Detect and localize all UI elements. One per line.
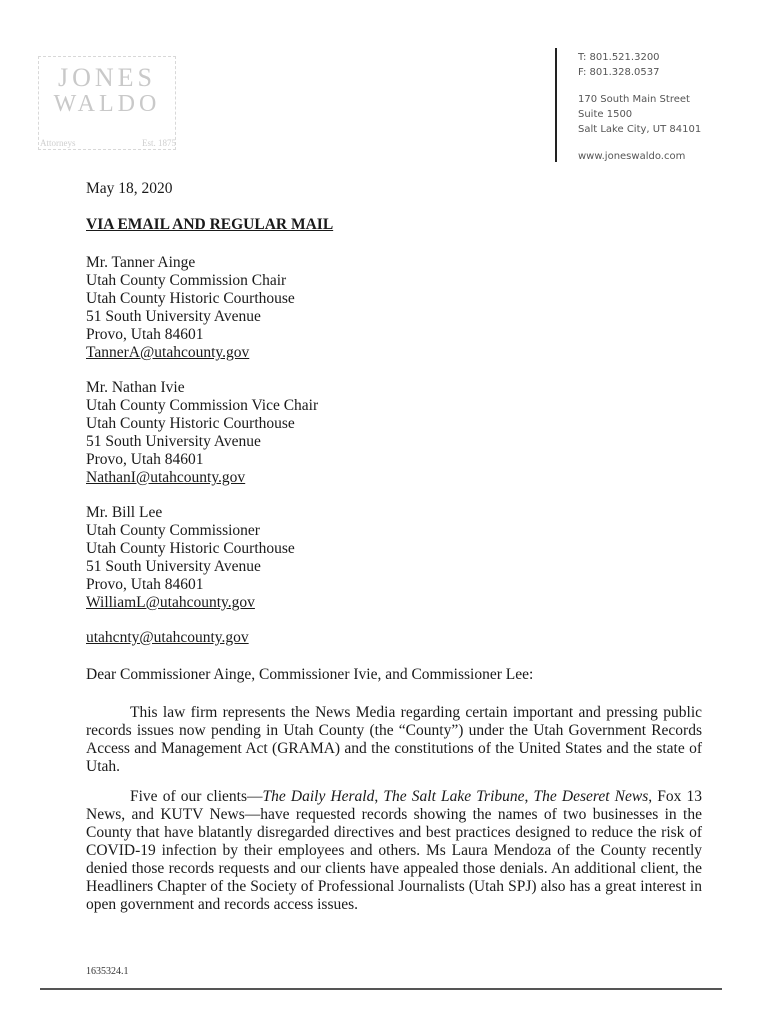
firm-logo	[38, 56, 176, 150]
recipient-street: 51 South University Avenue	[86, 558, 261, 575]
header-divider	[555, 48, 557, 162]
recipient-building: Utah County Historic Courthouse	[86, 290, 295, 307]
salutation: Dear Commissioner Ainge, Commissioner Ivie, and Commissioner Lee:	[86, 666, 534, 683]
recipient-title: Utah County Commission Chair	[86, 272, 287, 289]
recipient-address	[86, 379, 702, 487]
recipient-address	[86, 504, 702, 612]
logo-sub-right: Est. 1875	[141, 138, 176, 148]
recipient-name: Mr. Tanner Ainge	[86, 254, 196, 271]
publication-name: The Salt Lake Tribune	[383, 788, 525, 805]
separator: ,	[374, 788, 384, 805]
paragraph-2-text: Five of our clients—	[130, 788, 263, 805]
letter-date: May 18, 2020	[86, 180, 173, 197]
recipient-email[interactable]: TannerA@utahcounty.gov	[86, 344, 250, 361]
recipient-title: Utah County Commission Vice Chair	[86, 397, 319, 414]
logo-line-2: WALDO	[53, 91, 161, 117]
recipient-address	[86, 254, 702, 362]
logo-subtitle	[40, 138, 176, 148]
paragraph-1: This law firm represents the News Media regarding certain important and pressing public records issues now pending in Utah County (the “County”) under the Utah Government Records Access and Management Act (GRAMA) and the constitutions of the United States and the state of Utah.	[86, 704, 702, 775]
paragraph-2	[86, 788, 702, 914]
recipient-street: 51 South University Avenue	[86, 433, 261, 450]
recipient-name: Mr. Nathan Ivie	[86, 379, 185, 396]
recipient-street: 51 South University Avenue	[86, 308, 261, 325]
county-email[interactable]: utahcnty@utahcounty.gov	[86, 629, 249, 646]
recipient-city: Provo, Utah 84601	[86, 576, 204, 593]
paragraph-2-text: , Fox 13 News, and KUTV News—have requested records showing the names of two businesses in the County that have blatantly disregarded directives and best practices designed to reduce the risk of COVID-19 infection by their employees and others. Ms Laura Mendoza of the County recently denied those records requests and our clients have appealed those denials. An additional client, the Headliners Chapter of the Society of Professional Journalists (Utah SPJ) also has a great interest in open government and records access issues.	[86, 788, 703, 913]
fax-number: F: 801.328.0537	[578, 67, 660, 78]
website-link[interactable]: www.joneswaldo.com	[578, 151, 686, 162]
footer-rule	[40, 988, 722, 990]
recipient-building: Utah County Historic Courthouse	[86, 415, 295, 432]
publication-name: The Deseret News	[533, 788, 649, 805]
phone-number: T: 801.521.3200	[578, 52, 660, 63]
recipient-city: Provo, Utah 84601	[86, 326, 204, 343]
recipient-email[interactable]: WilliamL@utahcounty.gov	[86, 594, 255, 611]
delivery-method: VIA EMAIL AND REGULAR MAIL	[86, 216, 334, 233]
logo-line-1: JONES	[57, 63, 156, 92]
logo-sub-left: Attorneys	[40, 138, 76, 148]
contact-block	[578, 50, 701, 164]
recipient-name: Mr. Bill Lee	[86, 504, 163, 521]
recipient-building: Utah County Historic Courthouse	[86, 540, 295, 557]
separator: ,	[524, 788, 534, 805]
recipient-email[interactable]: NathanI@utahcounty.gov	[86, 469, 246, 486]
suite: Suite 1500	[578, 109, 633, 120]
street-address: 170 South Main Street	[578, 94, 690, 105]
recipient-city: Provo, Utah 84601	[86, 451, 204, 468]
publication-name: The Daily Herald	[262, 788, 375, 805]
recipient-title: Utah County Commissioner	[86, 522, 260, 539]
city-state: Salt Lake City, UT 84101	[578, 124, 702, 135]
document-number: 1635324.1	[86, 966, 129, 977]
